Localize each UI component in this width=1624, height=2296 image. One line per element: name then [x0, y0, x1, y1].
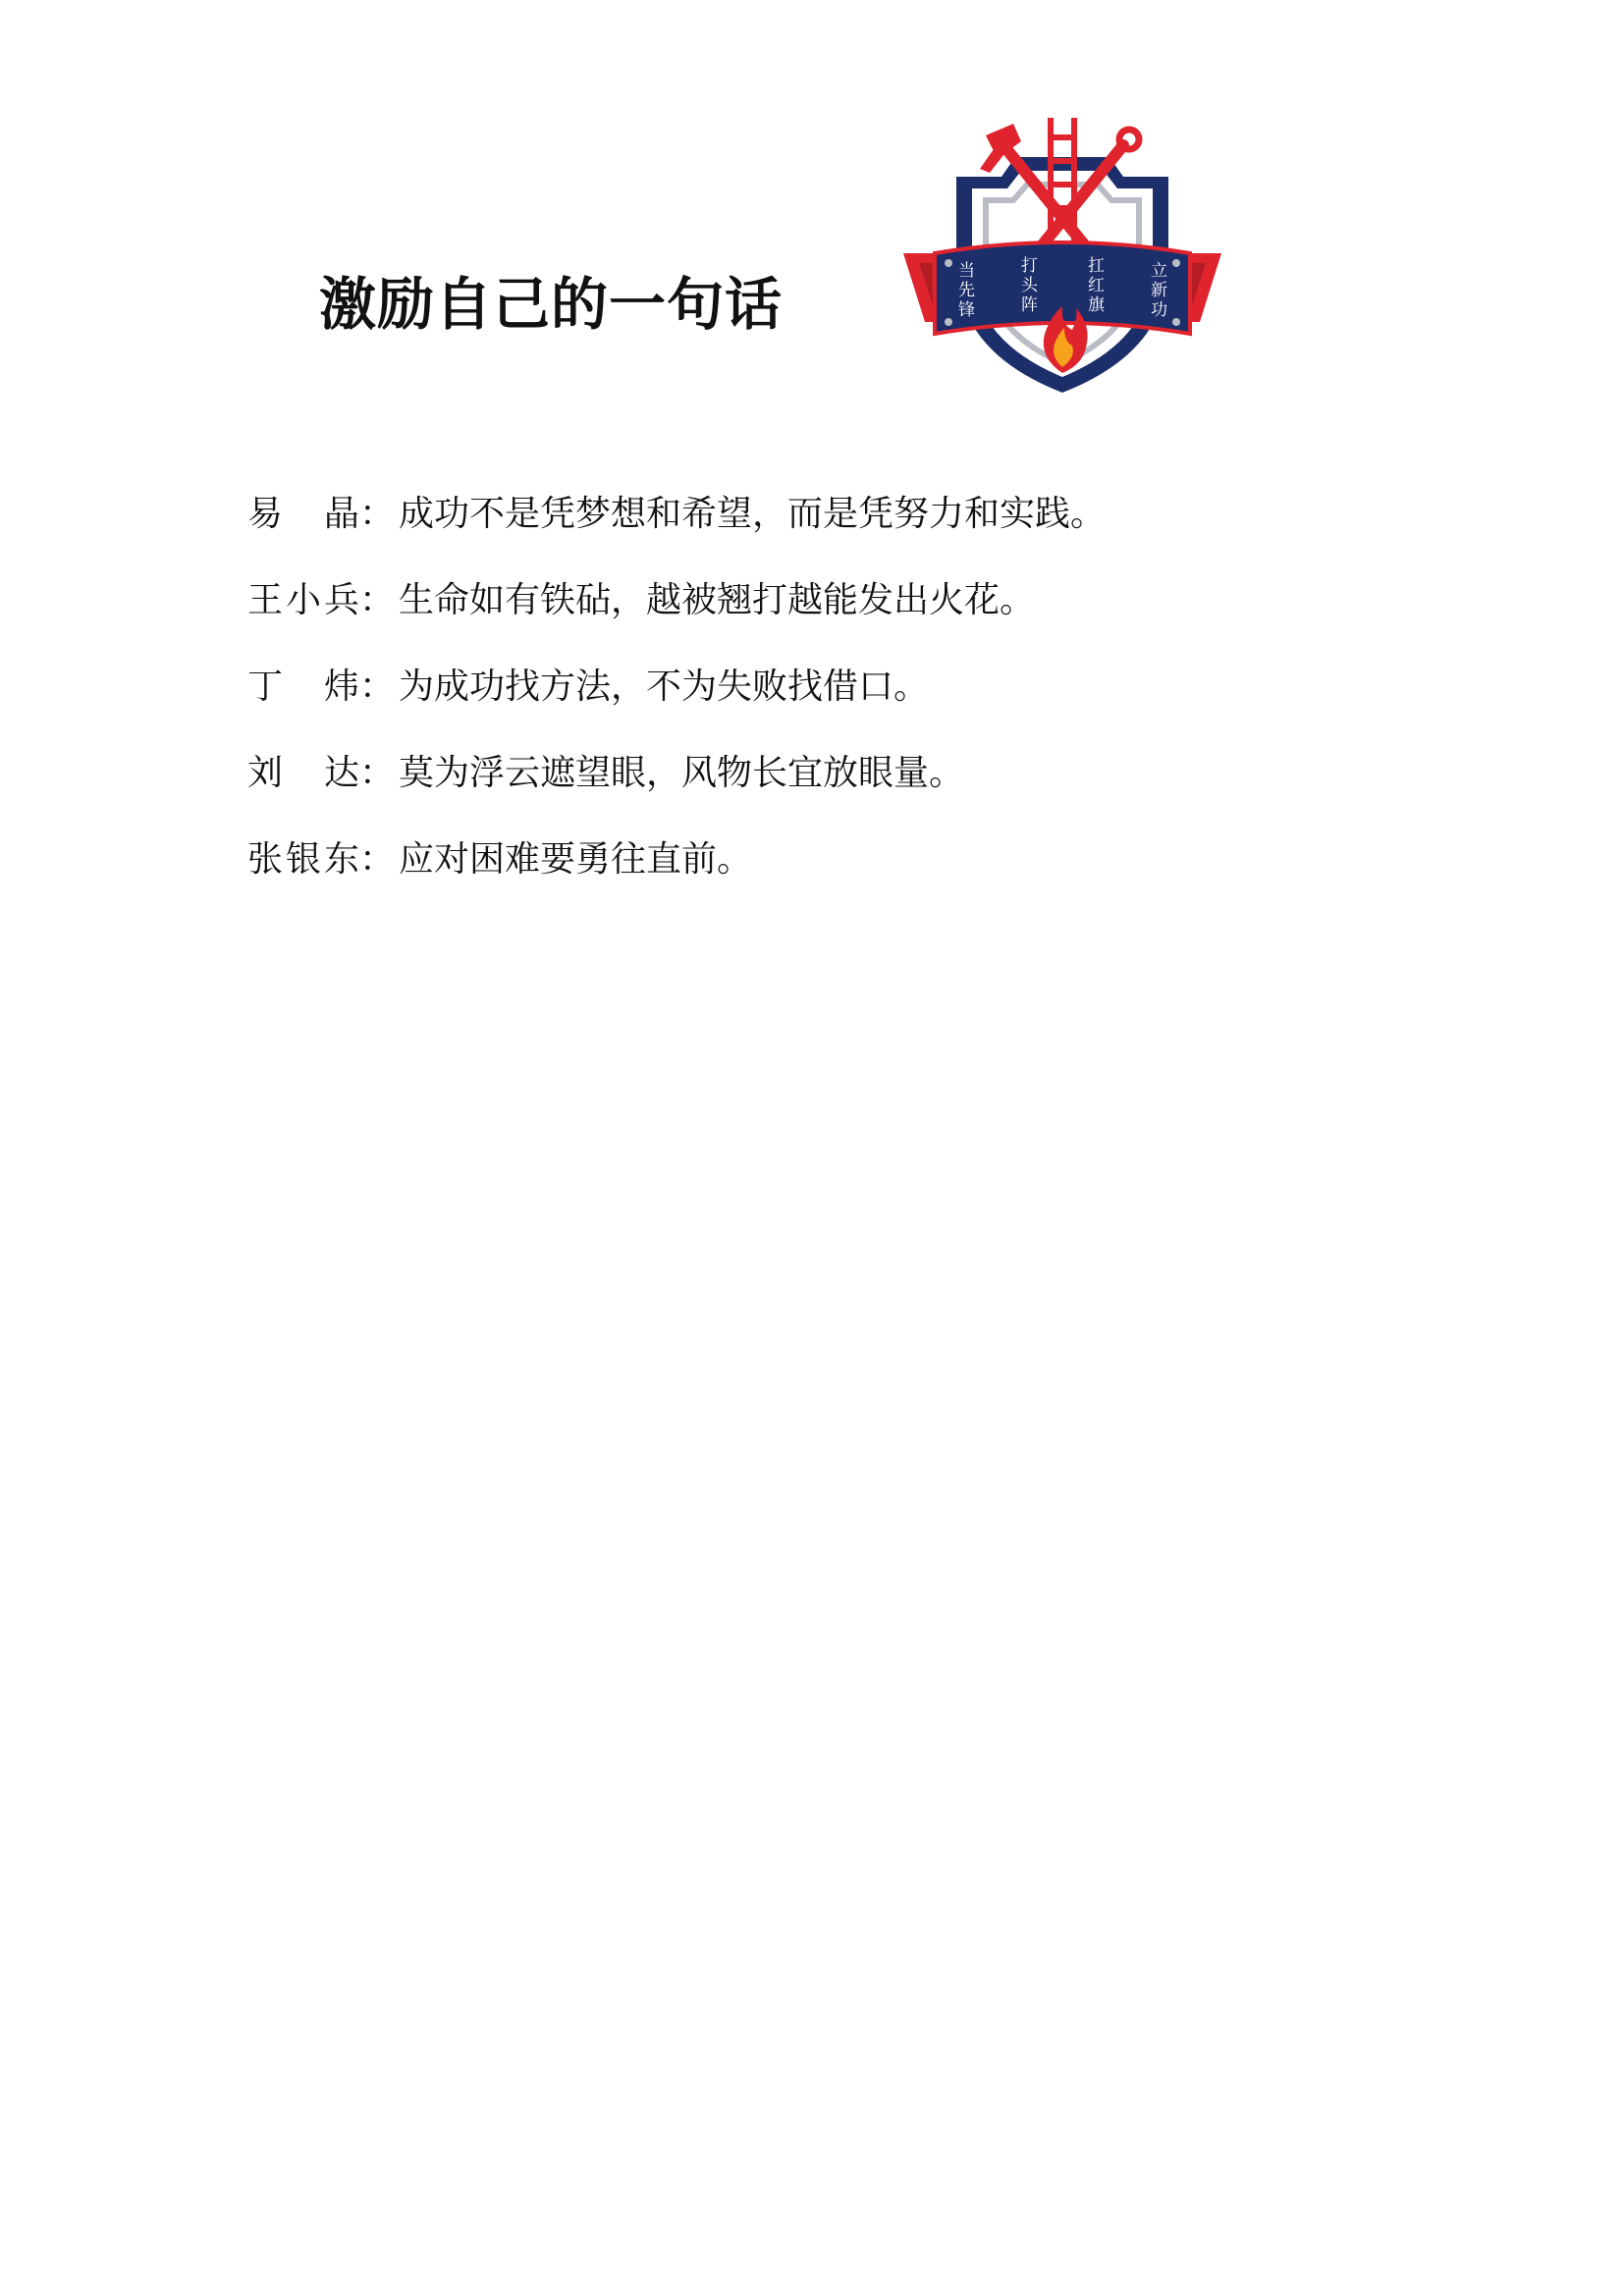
emblem-banner-char: 扛: [1088, 256, 1105, 276]
quote-line: [247, 750, 1524, 797]
quote-author: 王小兵: [247, 580, 359, 620]
emblem-banner-char: 阵: [1021, 295, 1038, 315]
quote-list: [247, 491, 1524, 923]
emblem-banner-char: 红: [1088, 276, 1105, 295]
quote-author: 张银东: [247, 839, 359, 880]
quote-author: 易 晶: [247, 494, 359, 534]
quote-line: [247, 836, 1524, 883]
emblem-banner-char: 头: [1021, 276, 1038, 295]
quote-colon: ：: [359, 494, 396, 534]
quote-colon: ：: [359, 753, 396, 793]
quote-text: 莫为浮云遮望眼，风物长宜放眼量。: [399, 753, 965, 793]
quote-author: 丁 炜: [247, 667, 359, 707]
emblem-banner-char: 打: [1021, 256, 1038, 276]
quote-line: [247, 664, 1524, 711]
emblem-banner-char: 立: [1151, 261, 1167, 281]
quote-colon: ：: [359, 580, 396, 620]
emblem-banner-char: 新: [1151, 281, 1167, 300]
emblem-banner-char: 旗: [1088, 295, 1105, 315]
emblem-banner-char: 先: [958, 281, 975, 300]
quote-colon: ：: [359, 667, 396, 707]
quote-line: [247, 491, 1524, 538]
emblem-banner-char: 功: [1151, 300, 1167, 320]
quote-colon: ：: [359, 839, 396, 880]
quote-author: 刘 达: [247, 753, 359, 793]
emblem-banner-char: 当: [958, 261, 975, 281]
emblem-banner-char: 锋: [958, 300, 975, 320]
fire-rescue-shield-emblem-icon: [895, 116, 1229, 400]
quote-text: 应对困难要勇往直前。: [399, 839, 753, 880]
page-title: 激励自己的一句话: [319, 271, 784, 338]
quote-line: [247, 577, 1524, 624]
quote-text: 生命如有铁砧，越被翘打越能发出火花。: [399, 580, 1036, 620]
quote-text: 成功不是凭梦想和希望，而是凭努力和实践。: [399, 494, 1107, 534]
quote-text: 为成功找方法，不为失败找借口。: [399, 667, 930, 707]
